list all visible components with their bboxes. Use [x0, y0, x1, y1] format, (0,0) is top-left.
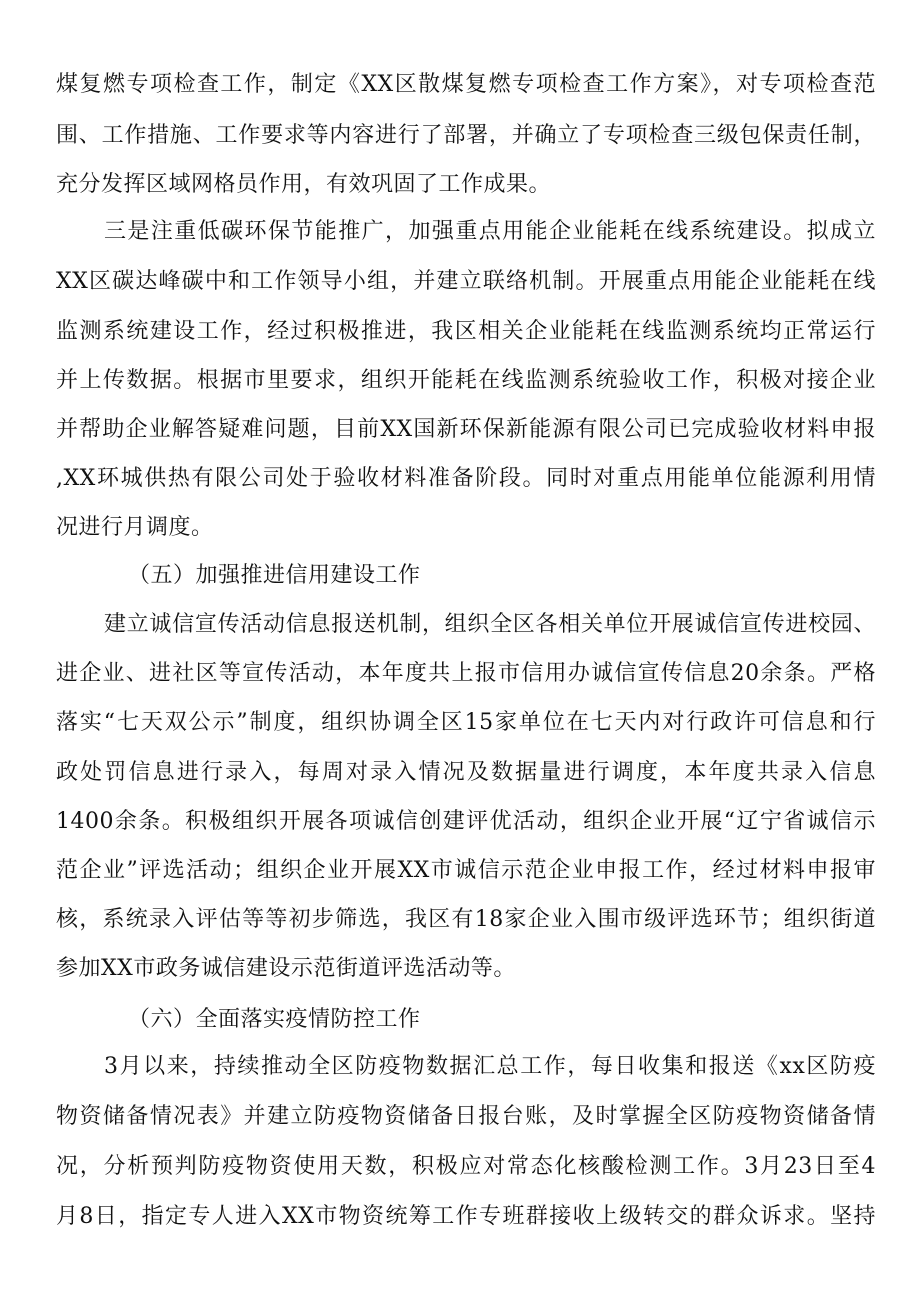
text-line: 监测系统建设工作，经过积极推进，我区相关企业能耗在线监测系统均正常运行	[56, 319, 876, 344]
text-line: 参加XX市政务诚信建设示范街道评选活动等。	[56, 956, 516, 981]
text-line: 月8日，指定专人进入XX市物资统筹工作专班群接收上级转交的群众诉求。坚持	[56, 1204, 876, 1229]
text-line: 政处罚信息进行录入，每周对录入情况及数据量进行调度，本年度共录入信息	[56, 760, 876, 785]
text-line: 进企业、进社区等宣传活动，本年度共上报市信用办诚信宣传信息20余条。严格	[56, 661, 876, 686]
section-heading-five: （五）加强推进信用建设工作	[128, 563, 421, 588]
text-line: 落实“七天双公示”制度，组织协调全区15家单位在七天内对行政许可信息和行	[56, 710, 876, 735]
text-line: 况进行月调度。	[56, 515, 214, 540]
text-line: ,XX环城供热有限公司处于验收材料准备阶段。同时对重点用能单位能源利用情	[56, 466, 876, 491]
text-line: 围、工作措施、工作要求等内容进行了部署，并确立了专项检查三级包保责任制，	[56, 123, 876, 148]
text-line: 物资储备情况表》并建立防疫物资储备日报台账，及时掌握全区防疫物资储备情	[56, 1104, 876, 1129]
text-line: 并帮助企业解答疑难问题，目前XX国新环保新能源有限公司已完成验收材料申报	[56, 417, 876, 442]
text-line: 1400余条。积极组织开展各项诚信创建评优活动，组织企业开展“辽宁省诚信示	[56, 809, 876, 834]
paragraph-first-line: 建立诚信宣传活动信息报送机制，组织全区各相关单位开展诚信宣传进校园、	[104, 612, 876, 637]
paragraph-first-line: 三是注重低碳环保节能推广，加强重点用能企业能耗在线系统建设。拟成立	[104, 219, 876, 244]
text-line: 核，系统录入评估等等初步筛选，我区有18家企业入围市级评选环节；组织街道	[56, 907, 876, 932]
section-heading-six: （六）全面落实疫情防控工作	[128, 1007, 421, 1032]
text-line: 并上传数据。根据市里要求，组织开能耗在线监测系统验收工作，积极对接企业	[56, 368, 876, 393]
text-line: 煤复燃专项检查工作，制定《XX区散煤复燃专项检查工作方案》，对专项检查范	[56, 72, 876, 97]
text-line: 况，分析预判防疫物资使用天数，积极应对常态化核酸检测工作。3月23日至4	[56, 1154, 876, 1179]
paragraph-first-line: 3月以来，持续推动全区防疫物数据汇总工作，每日收集和报送《xx区防疫	[104, 1054, 876, 1079]
text-line: 范企业”评选活动；组织企业开展XX市诚信示范企业申报工作，经过材料申报审	[56, 858, 876, 883]
text-line: 充分发挥区域网格员作用，有效巩固了工作成果。	[56, 172, 552, 197]
text-line: XX区碳达峰碳中和工作领导小组，并建立联络机制。开展重点用能企业能耗在线	[56, 269, 876, 294]
